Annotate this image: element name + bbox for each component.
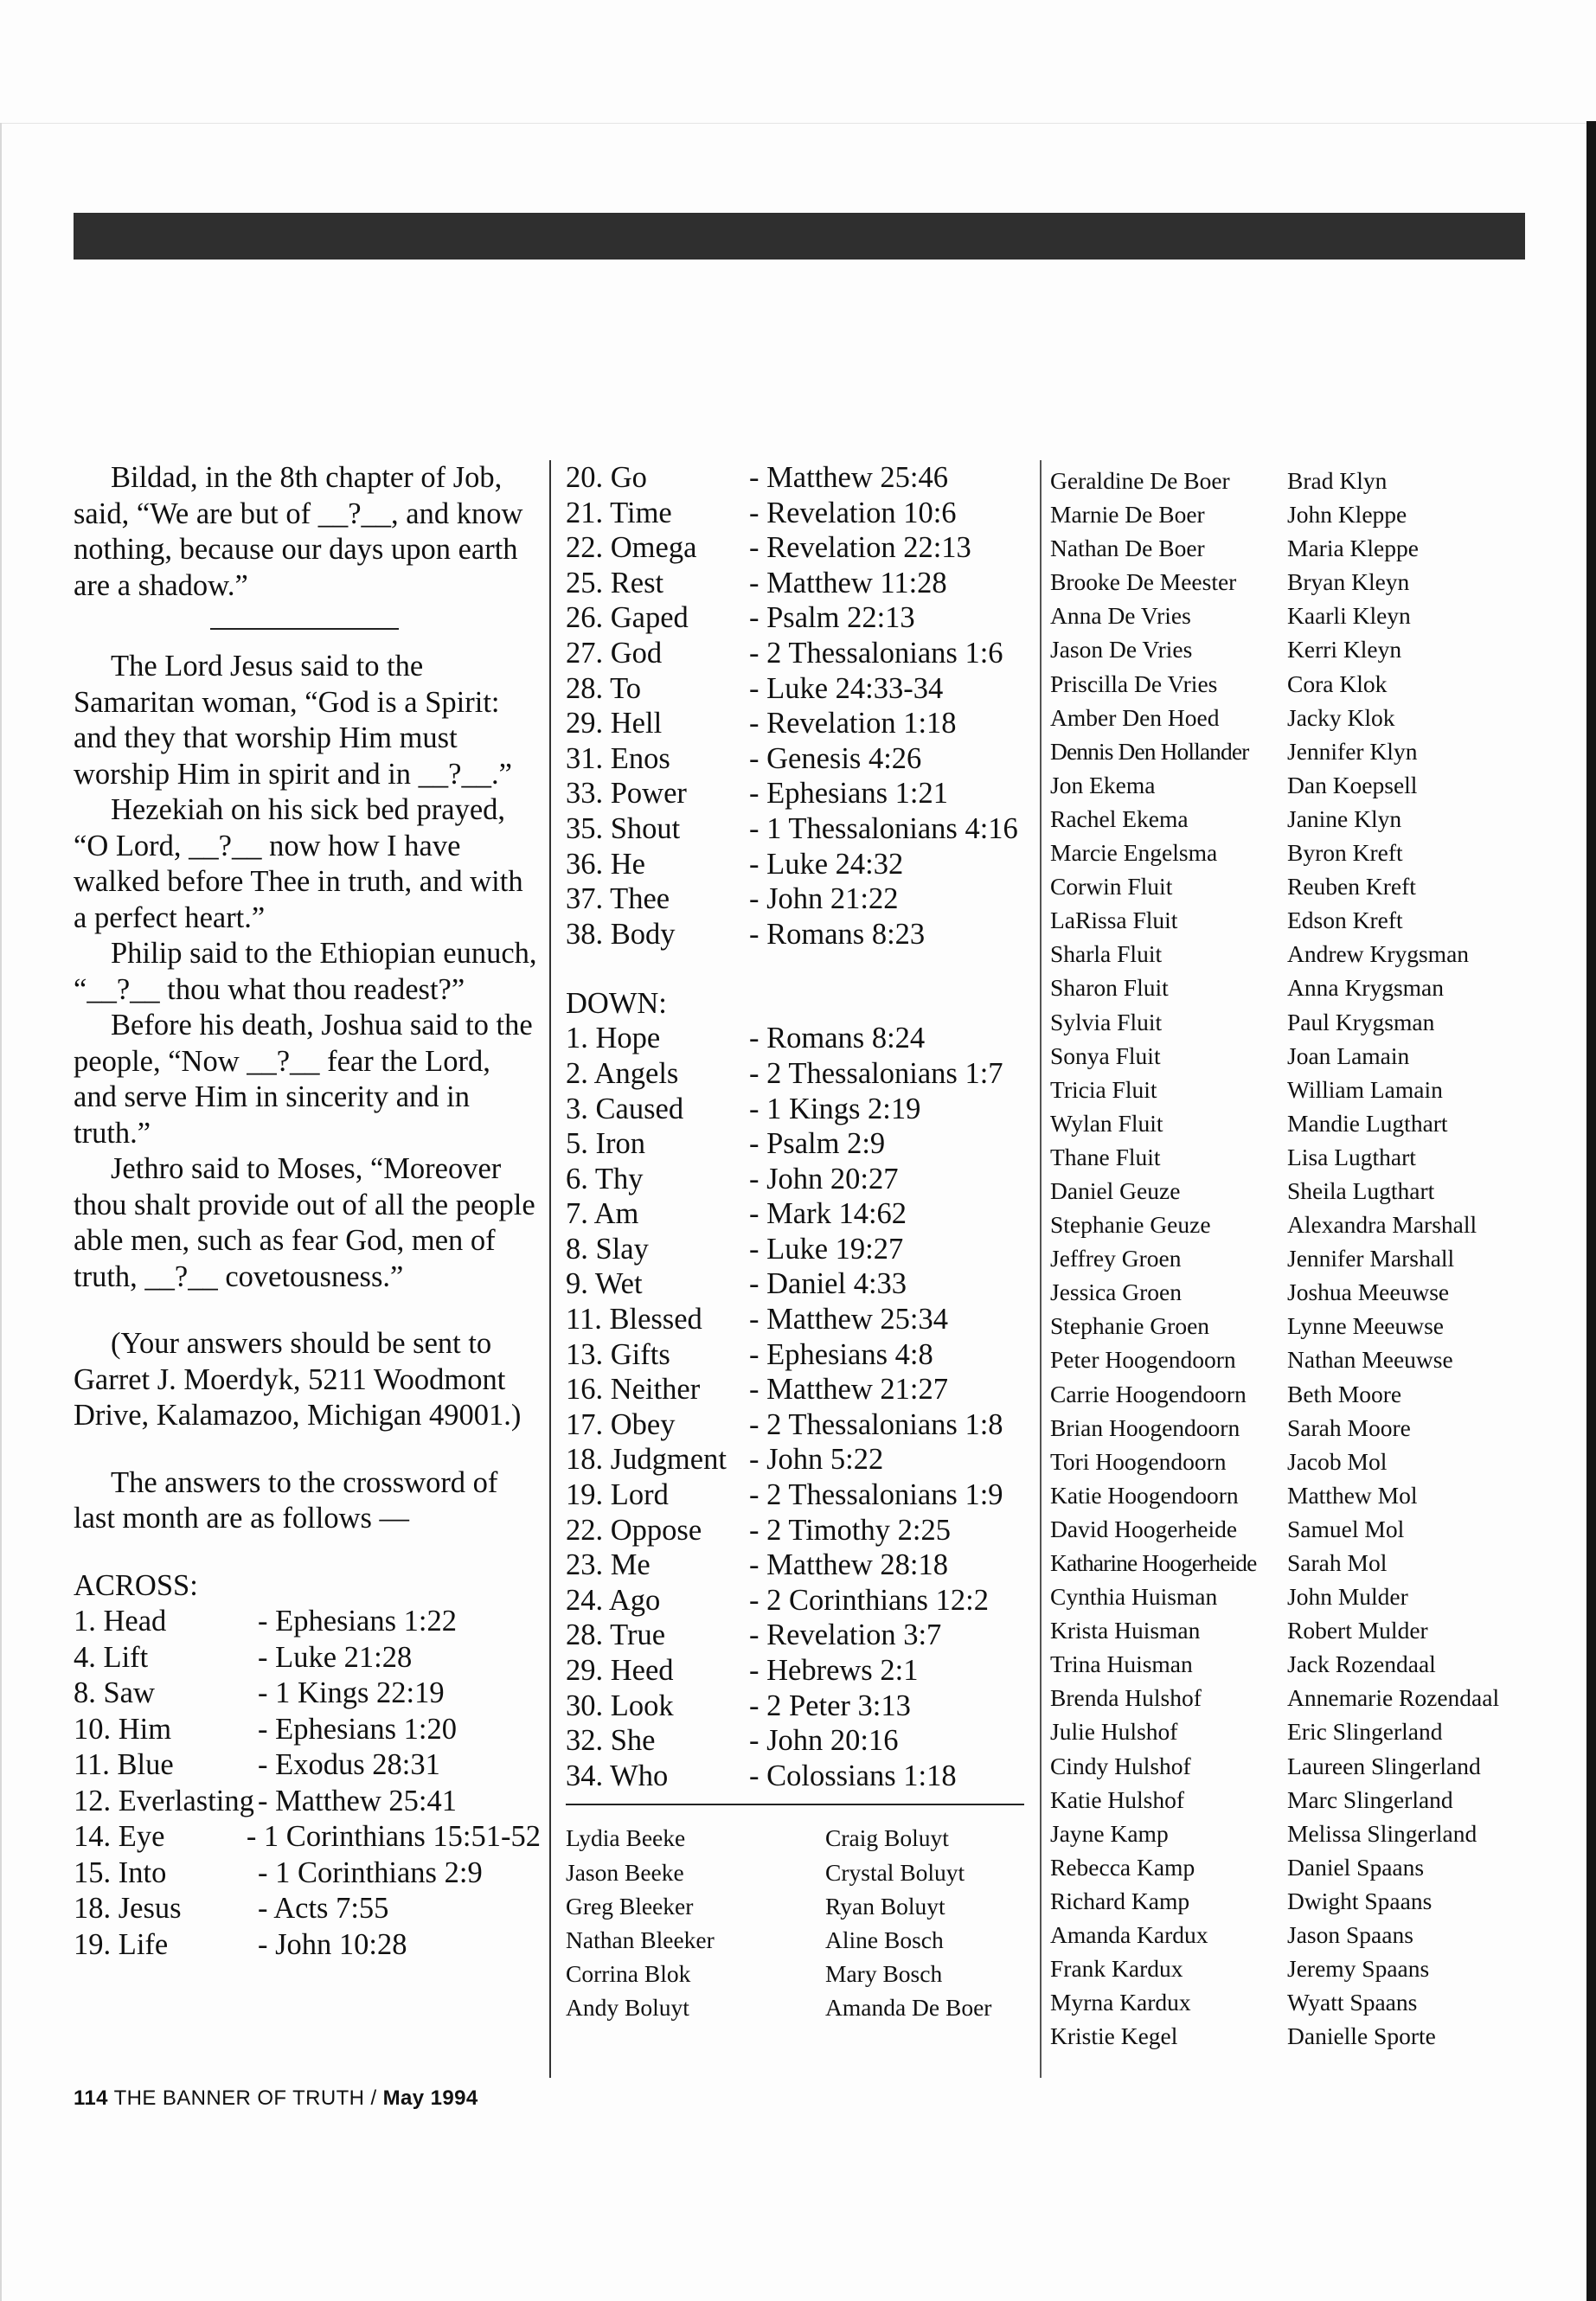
answer-word: 4. Lift: [74, 1640, 149, 1674]
answer-reference: - Mark 14:62: [749, 1197, 907, 1231]
name-entry: Laureen Slingerland: [1287, 1752, 1481, 1779]
names-block: [566, 1821, 1033, 2024]
answer-word: 5. Iron: [566, 1127, 645, 1161]
answer-row: [566, 1021, 1033, 1056]
answer-reference: - John 21:22: [749, 882, 899, 916]
answer-row: [74, 1604, 541, 1640]
name-entry: Kaarli Kleyn: [1287, 602, 1411, 630]
answer-row: [566, 600, 1033, 636]
name-entry: Eric Slingerland: [1287, 1718, 1443, 1746]
answer-reference: - 2 Thessalonians 1:8: [749, 1407, 1003, 1441]
answer-word: 37. Thee: [566, 882, 670, 916]
answer-word: 26. Gaped: [566, 601, 689, 635]
section-rule: [210, 628, 399, 630]
name-entry: Nathan Bleeker: [566, 1926, 715, 1953]
answer-word: 31. Enos: [566, 741, 670, 775]
name-entry: Sharla Fluit: [1050, 940, 1163, 968]
answer-row: [566, 1759, 1033, 1794]
answer-reference: - John 20:27: [749, 1162, 899, 1195]
name-entry: Cindy Hulshof: [1050, 1752, 1191, 1779]
name-entry: Melissa Slingerland: [1287, 1819, 1477, 1847]
answer-row: [74, 1676, 541, 1712]
answer-word: 7. Am: [566, 1197, 639, 1231]
answer-reference: - Matthew 28:18: [749, 1548, 948, 1582]
name-entry: Edson Kreft: [1287, 907, 1403, 934]
name-entry: Wylan Fluit: [1050, 1109, 1163, 1137]
answer-word: 10. Him: [74, 1712, 172, 1746]
page-left-edge: [0, 123, 2, 2301]
answer-row: [566, 706, 1033, 741]
name-entry: Maria Kleppe: [1287, 535, 1419, 562]
answer-reference: - John 5:22: [749, 1443, 884, 1477]
name-entry: Aline Bosch: [825, 1926, 944, 1953]
answer-row: [566, 1232, 1033, 1267]
answer-word: 18. Jesus: [74, 1892, 182, 1925]
column-divider: [549, 460, 551, 2078]
answers-intro: The answers to the crossword of last month are as follows —: [74, 1465, 498, 1535]
clue-paragraph: The Lord Jesus said to the Samaritan woman, “God is a Spirit: and they that worship Him must worship Him in spirit and in __?__.”: [74, 650, 512, 791]
name-entry: Matthew Mol: [1287, 1481, 1418, 1509]
answer-reference: - Ephesians 4:8: [749, 1337, 933, 1371]
answer-word: 28. To: [566, 671, 642, 705]
answer-row: [566, 1477, 1033, 1513]
answer-word: 12. Everlasting: [74, 1784, 254, 1817]
name-entry: Mandie Lugthart: [1287, 1109, 1448, 1137]
answer-row: [566, 847, 1033, 882]
name-entry: Jayne Kamp: [1050, 1819, 1169, 1847]
name-entry: Jeffrey Groen: [1050, 1245, 1182, 1272]
answer-reference: - Daniel 4:33: [749, 1267, 907, 1301]
answer-reference: - 2 Timothy 2:25: [749, 1513, 951, 1547]
name-entry: Katie Hulshof: [1050, 1785, 1185, 1813]
answers-column: [566, 460, 1033, 2025]
name-entry: Joshua Meeuwse: [1287, 1279, 1450, 1306]
answer-word: 3. Caused: [566, 1092, 684, 1125]
name-entry: Ryan Boluyt: [825, 1892, 945, 1920]
answer-reference: - Acts 7:55: [258, 1892, 389, 1925]
name-entry: Julie Hulshof: [1050, 1718, 1178, 1746]
answer-word: 21. Time: [566, 496, 672, 529]
name-entry: Andrew Krygsman: [1287, 940, 1470, 968]
name-entry: Daniel Geuze: [1050, 1176, 1181, 1204]
answer-word: 11. Blessed: [566, 1303, 702, 1336]
names-columns: [1050, 464, 1586, 2053]
answer-reference: - Romans 8:23: [749, 917, 926, 951]
answer-word: 38. Body: [566, 917, 676, 951]
name-entry: Greg Bleeker: [566, 1892, 694, 1920]
name-entry: Katie Hoogendoorn: [1050, 1481, 1239, 1509]
answer-reference: - Psalm 2:9: [749, 1127, 886, 1161]
answer-row: [566, 636, 1033, 671]
name-entry: Thane Fluit: [1050, 1143, 1161, 1170]
answer-word: 1. Head: [74, 1605, 167, 1638]
page-top-edge: [0, 123, 1596, 124]
name-entry: Tricia Fluit: [1050, 1075, 1157, 1103]
name-entry: Lisa Lugthart: [1287, 1143, 1416, 1170]
answer-row: [566, 1513, 1033, 1548]
answer-reference: - Genesis 4:26: [749, 741, 922, 775]
answer-reference: - 1 Corinthians 2:9: [258, 1856, 483, 1889]
answer-word: 23. Me: [566, 1548, 651, 1582]
answer-word: 2. Angels: [566, 1056, 679, 1090]
answer-word: 9. Wet: [566, 1267, 643, 1301]
name-entry: Brad Klyn: [1287, 467, 1388, 494]
answer-reference: - 1 Thessalonians 4:16: [749, 811, 1018, 845]
name-entry: Rebecca Kamp: [1050, 1853, 1195, 1881]
answer-row: [566, 566, 1033, 601]
name-entry: Rachel Ekema: [1050, 804, 1189, 832]
name-entry: Sharon Fluit: [1050, 974, 1169, 1002]
answer-word: 6. Thy: [566, 1162, 644, 1195]
name-entry: Jacob Mol: [1287, 1447, 1388, 1475]
name-entry: Paul Krygsman: [1287, 1008, 1435, 1035]
answer-word: 1. Hope: [566, 1022, 661, 1055]
name-entry: Sylvia Fluit: [1050, 1008, 1163, 1035]
answer-word: 35. Shout: [566, 811, 681, 845]
answer-row: [566, 1583, 1033, 1618]
answer-row: [566, 1723, 1033, 1759]
answer-row: [74, 1891, 541, 1927]
name-entry: Dwight Spaans: [1287, 1887, 1433, 1914]
answer-row: [74, 1819, 541, 1856]
name-entry: Priscilla De Vries: [1050, 670, 1218, 697]
answer-reference: - John 20:16: [749, 1724, 899, 1758]
publication-name: THE BANNER OF TRUTH /: [113, 2086, 377, 2110]
name-entry: William Lamain: [1287, 1075, 1443, 1103]
section-rule: [566, 1804, 1024, 1805]
name-entry: Peter Hoogendoorn: [1050, 1346, 1236, 1374]
answer-row: [566, 1372, 1033, 1407]
answer-row: [566, 1442, 1033, 1477]
name-entry: Byron Kreft: [1287, 839, 1403, 867]
name-entry: Lynne Meeuwse: [1287, 1312, 1444, 1340]
answer-row: [566, 917, 1033, 952]
answer-reference: - Luke 24:32: [749, 847, 904, 881]
answer-row: [566, 1266, 1033, 1302]
answer-word: 8. Slay: [566, 1232, 649, 1266]
answer-row: [566, 1337, 1033, 1373]
name-entry: Annemarie Rozendaal: [1287, 1684, 1500, 1712]
clue-paragraph: Before his death, Joshua said to the people, “Now __?__ fear the Lord, and serve Him in sincerity and in truth.”: [74, 1009, 533, 1150]
name-entry: Dennis Den Hollander: [1050, 737, 1249, 765]
answer-row: [566, 496, 1033, 531]
answer-reference: - 2 Thessalonians 1:7: [749, 1056, 1003, 1090]
name-entry: Katharine Hoogerheide: [1050, 1549, 1257, 1576]
answer-reference: - 1 Kings 2:19: [749, 1092, 921, 1125]
name-entry: Corwin Fluit: [1050, 873, 1173, 901]
answer-word: 13. Gifts: [566, 1337, 670, 1371]
answer-reference: - Ephesians 1:20: [258, 1712, 457, 1746]
name-entry: Brooke De Meester: [1050, 568, 1237, 596]
column-divider: [1040, 460, 1042, 2078]
answer-word: 33. Power: [566, 777, 687, 811]
answer-word: 32. She: [566, 1724, 656, 1758]
name-entry: Marnie De Boer: [1050, 501, 1205, 529]
answer-reference: - Exodus 28:31: [258, 1748, 440, 1781]
name-entry: Jason Beeke: [566, 1858, 684, 1886]
answer-row: [566, 1618, 1033, 1653]
answer-row: [566, 1548, 1033, 1583]
name-entry: Bryan Kleyn: [1287, 568, 1410, 596]
answer-row: [566, 1126, 1033, 1162]
name-entry: Jack Rozendaal: [1287, 1650, 1436, 1678]
name-entry: Dan Koepsell: [1287, 771, 1418, 798]
name-entry: Marc Slingerland: [1287, 1785, 1453, 1813]
answer-word: 36. He: [566, 847, 645, 881]
answer-row: [566, 671, 1033, 707]
answer-reference: - Ephesians 1:21: [749, 777, 948, 811]
answer-reference: - Revelation 3:7: [749, 1618, 942, 1652]
name-entry: Sonya Fluit: [1050, 1042, 1161, 1069]
answer-word: 22. Oppose: [566, 1513, 702, 1547]
answer-word: 19. Life: [74, 1927, 169, 1961]
name-entry: Samuel Mol: [1287, 1515, 1405, 1542]
down-list: [566, 1021, 1033, 1793]
name-entry: Amber Den Hoed: [1050, 703, 1220, 731]
answer-reference: - Revelation 10:6: [749, 496, 957, 529]
name-entry: Jennifer Klyn: [1287, 737, 1418, 765]
name-entry: John Mulder: [1287, 1583, 1408, 1611]
answer-row: [566, 776, 1033, 811]
answer-row: [566, 1056, 1033, 1092]
answer-word: 15. Into: [74, 1856, 167, 1889]
name-entry: Lydia Beeke: [566, 1824, 686, 1852]
answer-reference: - 2 Corinthians 12:2: [749, 1583, 989, 1617]
answer-row: [566, 1196, 1033, 1232]
answer-word: 25. Rest: [566, 566, 664, 599]
answer-row: [566, 1162, 1033, 1197]
answer-row: [74, 1747, 541, 1784]
name-entry: Daniel Spaans: [1287, 1853, 1425, 1881]
answer-word: 30. Look: [566, 1689, 674, 1722]
answer-word: 22. Omega: [566, 531, 697, 565]
answer-row: [566, 1689, 1033, 1724]
page-right-edge: [1586, 121, 1596, 2301]
answer-reference: - Luke 19:27: [749, 1232, 904, 1266]
name-entry: Jason Spaans: [1287, 1921, 1413, 1949]
answer-reference: - Matthew 25:41: [258, 1784, 457, 1817]
answer-reference: - Matthew 25:34: [749, 1303, 948, 1336]
answer-word: 29. Hell: [566, 707, 663, 740]
name-entry: Anna De Vries: [1050, 602, 1191, 630]
answer-row: [566, 1092, 1033, 1127]
clue-paragraph: Hezekiah on his sick bed prayed, “O Lord, __?__ now how I have walked before Thee in truth, and with a perfect heart.”: [74, 793, 523, 934]
answer-reference: - 1 Kings 22:19: [258, 1676, 445, 1709]
name-entry: Nathan Meeuwse: [1287, 1346, 1453, 1374]
issue-date: May 1994: [382, 2086, 478, 2110]
answer-reference: - Matthew 11:28: [749, 566, 947, 599]
name-entry: Stephanie Groen: [1050, 1312, 1210, 1340]
name-entry: Sarah Mol: [1287, 1549, 1388, 1576]
answer-reference: - John 10:28: [258, 1927, 407, 1961]
answer-word: 16. Neither: [566, 1373, 701, 1407]
name-entry: John Kleppe: [1287, 501, 1407, 529]
name-entry: Mary Bosch: [825, 1960, 943, 1988]
answer-row: [566, 1302, 1033, 1337]
name-entry: Beth Moore: [1287, 1380, 1402, 1407]
name-entry: Nathan De Boer: [1050, 535, 1205, 562]
answer-reference: - Luke 24:33-34: [749, 671, 944, 705]
answer-row: [74, 1640, 541, 1676]
name-entry: Stephanie Geuze: [1050, 1211, 1211, 1239]
answer-row: [566, 1407, 1033, 1443]
name-entry: Myrna Kardux: [1050, 1989, 1191, 2016]
across-heading: ACROSS:: [74, 1568, 198, 1602]
name-entry: Kristie Kegel: [1050, 2022, 1178, 2050]
answer-row: [566, 1653, 1033, 1689]
clues-column: [74, 460, 541, 1963]
name-entry: David Hoogerheide: [1050, 1515, 1238, 1542]
name-entry: Jason De Vries: [1050, 636, 1193, 663]
name-entry: Carrie Hoogendoorn: [1050, 1380, 1247, 1407]
name-entry: Crystal Boluyt: [825, 1858, 965, 1886]
answer-reference: - Matthew 21:27: [749, 1373, 948, 1407]
page-number: 114: [74, 2086, 108, 2110]
name-entry: Brian Hoogendoorn: [1050, 1413, 1240, 1441]
answer-word: 24. Ago: [566, 1583, 661, 1617]
page-footer: [74, 2086, 478, 2111]
name-entry: Joan Lamain: [1287, 1042, 1410, 1069]
clue-paragraph: Bildad, in the 8th chapter of Job, said, “We are but of __?__, and know nothing, because our days upon earth are a shadow.”: [74, 461, 523, 602]
name-entry: Cora Klok: [1287, 670, 1388, 697]
answer-reference: - Hebrews 2:1: [749, 1654, 919, 1687]
name-entry: Tori Hoogendoorn: [1050, 1447, 1227, 1475]
name-entry: Corrina Blok: [566, 1960, 691, 1988]
answer-reference: - 2 Peter 3:13: [749, 1689, 911, 1722]
name-entry: Kerri Kleyn: [1287, 636, 1402, 663]
answer-reference: - Psalm 22:13: [749, 601, 915, 635]
answer-row: [566, 460, 1033, 496]
answer-reference: - 1 Corinthians 15:51-52: [246, 1820, 541, 1853]
answer-word: 14. Eye: [74, 1820, 165, 1853]
answer-reference: - Matthew 25:46: [749, 461, 948, 494]
name-entry: Trina Huisman: [1050, 1650, 1193, 1678]
answer-row: [566, 530, 1033, 566]
across-list: [74, 1604, 541, 1963]
names-list: [566, 1821, 825, 2024]
answer-reference: - Ephesians 1:22: [258, 1605, 457, 1638]
answer-word: 20. Go: [566, 461, 647, 494]
answer-row: [74, 1927, 541, 1964]
answer-word: 29. Heed: [566, 1654, 674, 1687]
names-list: [1287, 464, 1586, 2053]
answer-reference: - 2 Thessalonians 1:6: [749, 636, 1003, 670]
name-entry: Sarah Moore: [1287, 1413, 1411, 1441]
header-banner: [74, 213, 1525, 260]
answer-reference: - Revelation 1:18: [749, 707, 957, 740]
name-entry: LaRissa Fluit: [1050, 907, 1178, 934]
answer-reference: - Luke 21:28: [258, 1640, 413, 1674]
name-entry: Janine Klyn: [1287, 804, 1402, 832]
clue-paragraph: Jethro said to Moses, “Moreover thou shalt provide out of all the people able men, such as fear God, men of truth, __?__ covetousness.”: [74, 1152, 535, 1293]
name-entry: Amanda Kardux: [1050, 1921, 1208, 1949]
clue-paragraph: Philip said to the Ethiopian eunuch, “__?__ thou what thou readest?”: [74, 937, 537, 1006]
name-entry: Krista Huisman: [1050, 1617, 1201, 1644]
name-entry: Reuben Kreft: [1287, 873, 1416, 901]
answer-reference: - Revelation 22:13: [749, 531, 971, 565]
name-entry: Brenda Hulshof: [1050, 1684, 1202, 1712]
answer-word: 28. True: [566, 1618, 666, 1652]
names-list: [1050, 464, 1287, 2053]
answer-word: 34. Who: [566, 1759, 669, 1792]
name-entry: Cynthia Huisman: [1050, 1583, 1218, 1611]
name-entry: Geraldine De Boer: [1050, 467, 1230, 494]
name-entry: Craig Boluyt: [825, 1824, 949, 1852]
answer-word: 27. God: [566, 636, 663, 670]
name-entry: Jon Ekema: [1050, 771, 1156, 798]
name-entry: Frank Kardux: [1050, 1955, 1183, 1983]
answer-word: 8. Saw: [74, 1676, 155, 1709]
answer-word: 18. Judgment: [566, 1443, 727, 1477]
answer-row: [74, 1856, 541, 1892]
answer-word: 17. Obey: [566, 1407, 676, 1441]
down-heading: DOWN:: [566, 987, 667, 1021]
across-list-continued: [566, 460, 1033, 952]
answer-row: [566, 741, 1033, 777]
answer-row: [566, 811, 1033, 847]
answer-reference: - Romans 8:24: [749, 1022, 926, 1055]
name-entry: Jennifer Marshall: [1287, 1245, 1455, 1272]
name-entry: Andy Boluyt: [566, 1994, 689, 2022]
answer-reference: - 2 Thessalonians 1:9: [749, 1478, 1003, 1512]
names-list: [825, 1821, 1033, 2024]
name-entry: Anna Krygsman: [1287, 974, 1445, 1002]
answer-reference: - Colossians 1:18: [749, 1759, 957, 1792]
name-entry: Marcie Engelsma: [1050, 839, 1218, 867]
answer-word: 19. Lord: [566, 1478, 669, 1512]
answer-row: [74, 1784, 541, 1820]
name-entry: Jessica Groen: [1050, 1279, 1182, 1306]
answer-row: [74, 1712, 541, 1748]
answer-row: [566, 881, 1033, 917]
answer-word: 11. Blue: [74, 1748, 174, 1781]
name-entry: Jacky Klok: [1287, 703, 1395, 731]
name-entry: Richard Kamp: [1050, 1887, 1190, 1914]
name-entry: Amanda De Boer: [825, 1994, 992, 2022]
address-note: (Your answers should be sent to Garret J. Moerdyk, 5211 Woodmont Drive, Kalamazoo, Michigan 49001.): [74, 1327, 522, 1432]
name-entry: Robert Mulder: [1287, 1617, 1428, 1644]
name-entry: Danielle Sporte: [1287, 2022, 1436, 2050]
name-entry: Sheila Lugthart: [1287, 1176, 1435, 1204]
name-entry: Wyatt Spaans: [1287, 1989, 1418, 2016]
name-entry: Alexandra Marshall: [1287, 1211, 1477, 1239]
name-entry: Jeremy Spaans: [1287, 1955, 1430, 1983]
